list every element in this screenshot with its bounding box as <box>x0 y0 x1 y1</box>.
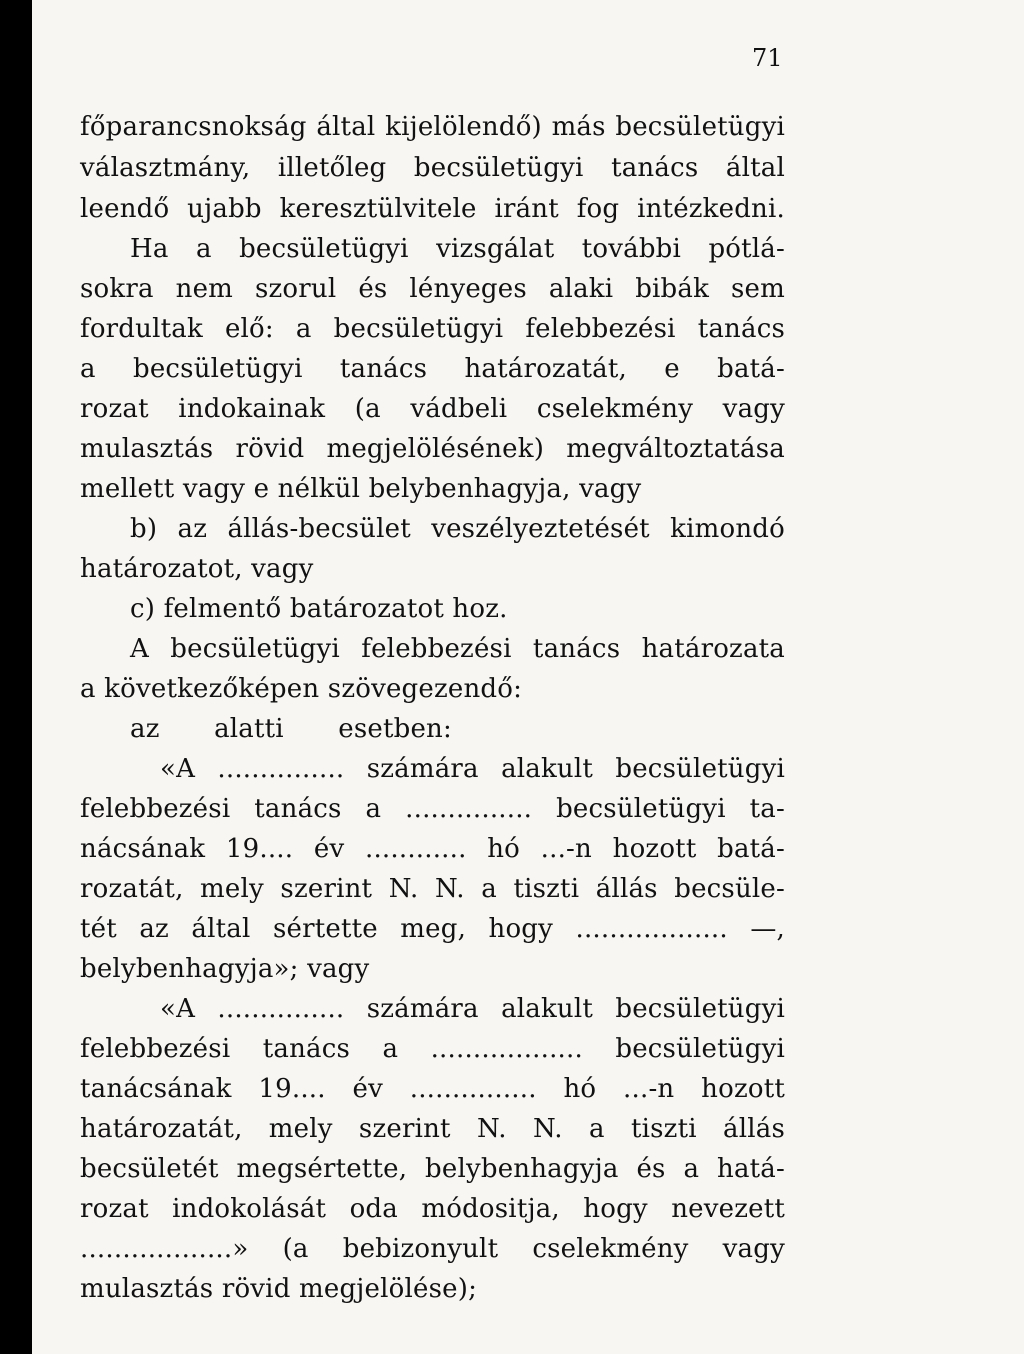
text-line: Ha a becsületügyi vizsgálat további pótlá- <box>130 234 785 264</box>
text-line: határozatot, vagy <box>80 554 314 584</box>
text-line: ..................» (a bebizonyult cselekmény vagy <box>80 1234 785 1264</box>
text-line: az alatti esetben: <box>130 714 452 744</box>
text-line: választmány, illetőleg becsületügyi tanács által <box>80 153 785 183</box>
text-line: becsületét megsértette, belybenhagyja és a hatá- <box>80 1154 785 1184</box>
text-line: leendő ujabb keresztülvitele iránt fog intézkedni. <box>80 194 785 224</box>
text-line: rozat indokainak (a vádbeli cselekmény vagy <box>80 394 785 424</box>
text-line: rozat indokolását oda módositja, hogy nevezett <box>80 1194 785 1224</box>
text-line: tanácsának 19.... év ............... hó ...-n hozott <box>80 1074 785 1104</box>
text-line: «A ............... számára alakult becsületügyi <box>160 994 785 1024</box>
text-line: rozatát, mely szerint N. N. a tiszti állás becsüle- <box>80 874 785 904</box>
text-line: a becsületügyi tanács határozatát, e batá- <box>80 354 785 384</box>
text-line: a következőképen szövegezendő: <box>80 674 523 704</box>
text-line: sokra nem szorul és lényeges alaki bibák sem <box>80 274 785 304</box>
text-line: c) felmentő batározatot hoz. <box>130 594 508 624</box>
text-line: belybenhagyja»; vagy <box>80 954 370 984</box>
text-line: mulasztás rövid megjelölésének) megváltoztatása <box>80 434 785 464</box>
text-line: felebbezési tanács a ............... becsületügyi ta- <box>80 794 785 824</box>
text-line: b) az állás-becsület veszélyeztetését kimondó <box>130 514 785 544</box>
text-line: főparancsnokság által kijelölendő) más becsületügyi <box>80 112 785 142</box>
text-line: mellett vagy e nélkül belybenhagyja, vagy <box>80 474 642 504</box>
text-line: fordultak elő: a becsületügyi felebbezési tanács <box>80 314 785 344</box>
text-line: határozatát, mely szerint N. N. a tiszti állás <box>80 1114 785 1144</box>
text-line: tét az által sértette meg, hogy .................. —, <box>80 914 785 944</box>
page-number: 71 <box>752 44 783 72</box>
text-line: «A ............... számára alakult becsületügyi <box>160 754 785 784</box>
text-line: A becsületügyi felebbezési tanács határozata <box>130 634 785 664</box>
text-line: nácsának 19.... év ............ hó ...-n hozott batá- <box>80 834 785 864</box>
text-line: felebbezési tanács a .................. becsületügyi <box>80 1034 785 1064</box>
text-line: mulasztás rövid megjelölése); <box>80 1274 478 1304</box>
